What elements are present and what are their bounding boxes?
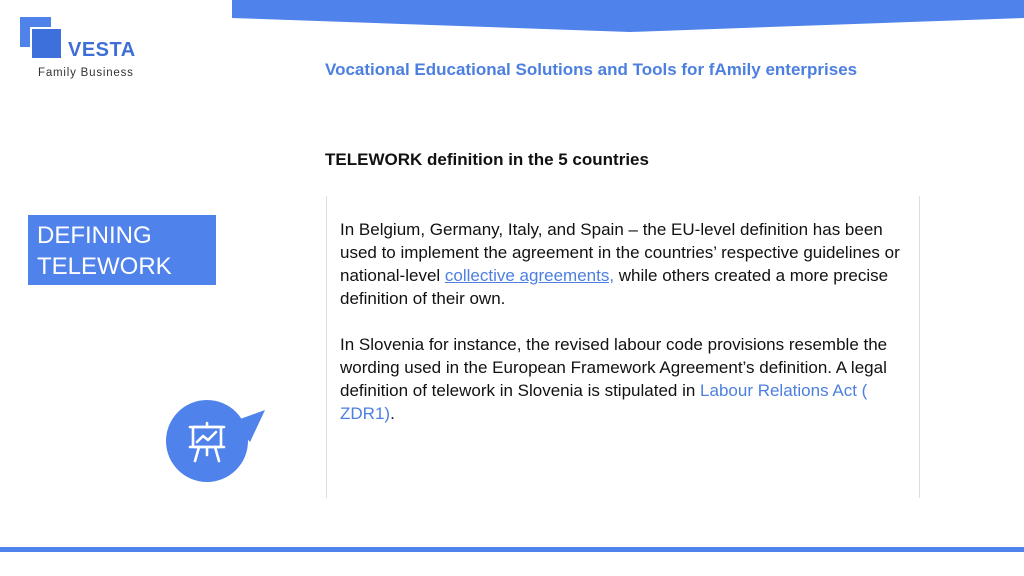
paragraph-slovenia-tail: . [390,404,395,423]
collective-agreements-link[interactable]: collective agreements, [444,266,615,285]
project-title: Vocational Educational Solutions and Tools for fAmily enterprises [325,60,858,79]
paragraph-eu-tail: while others created a more precise definition of their own. [340,266,889,308]
paragraph-eu-definition [340,218,915,310]
slide-heading: TELEWORK definition in the 5 countries [325,150,649,169]
labour-relations-act-link[interactable]: Labour Relations Act ( ZDR1) [340,381,868,423]
section-label-box [28,215,216,285]
paragraph-slovenia-text: In Slovenia for instance, the revised labour code provisions resemble the wording used in the European Framework Agreement’s definition. A legal definition of telework in Slovenia is stipulated in [340,335,888,400]
content-panel [326,196,920,498]
paragraph-slovenia [340,333,915,425]
logo-tagline: Family Business [38,67,134,79]
section-label-line1: DEFINING [37,222,152,249]
paragraph-eu-text: In Belgium, Germany, Italy, and Spain – the EU-level definition has been used to implement the agreement in the countries’ respective guidelines or national-level [340,220,900,285]
section-label-line2: TELEWORK [37,253,172,280]
top-decorative-band [232,0,1024,32]
logo-square-front [30,27,63,60]
vesta-logo [20,17,150,83]
bottom-decorative-band [0,547,1024,552]
logo-brand-name: VESTA [68,39,136,61]
presentation-board-icon [166,400,270,490]
